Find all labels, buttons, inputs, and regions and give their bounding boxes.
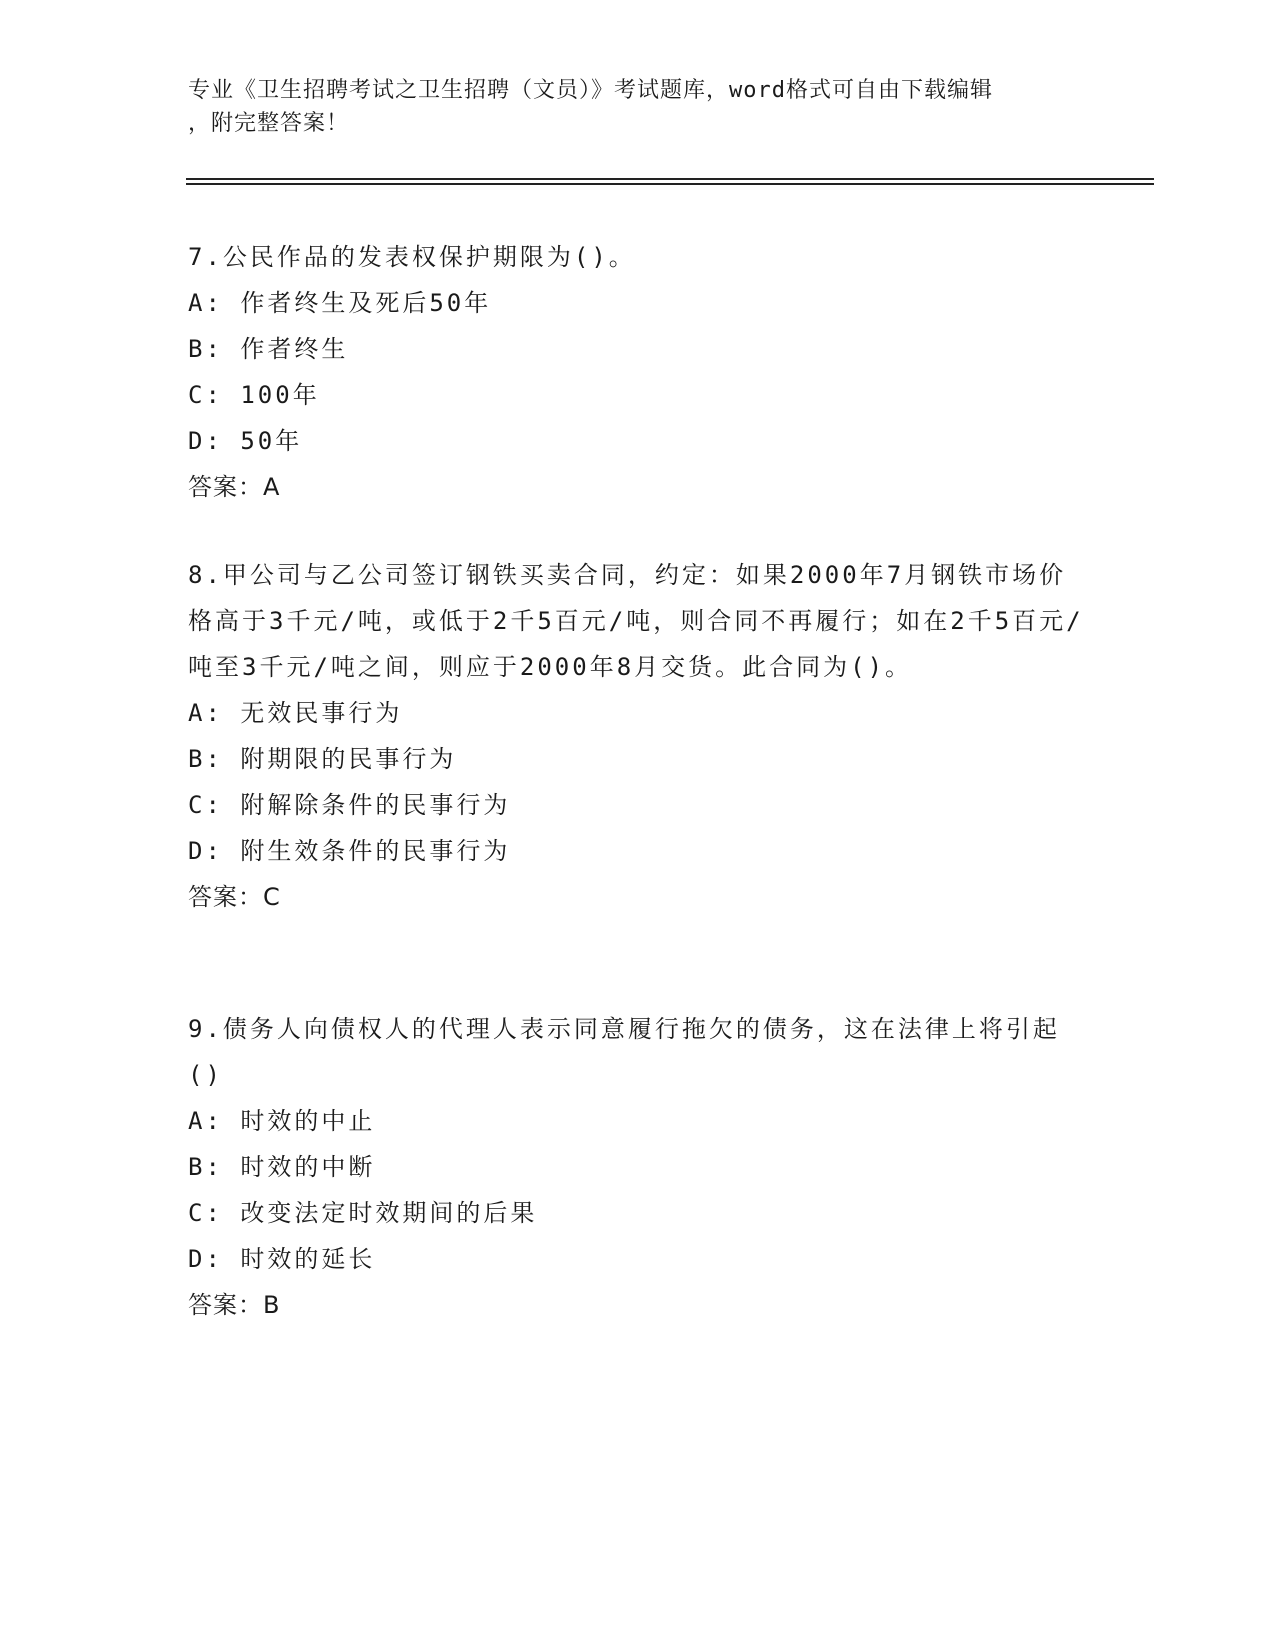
question-7 [188, 234, 1088, 510]
option-b: B: 时效的中断 [188, 1153, 376, 1181]
document-header [188, 74, 1088, 140]
question-8 [188, 552, 1088, 920]
answer: 答案：C [188, 883, 281, 911]
option-c: C: 附解除条件的民事行为 [188, 791, 511, 819]
answer: 答案：B [188, 1291, 281, 1319]
header-line-2: ，附完整答案！ [188, 111, 350, 136]
option-d: D: 50年 [188, 427, 303, 455]
question-stem: 8.甲公司与乙公司签订钢铁买卖合同，约定：如果2000年7月钢铁市场价格高于3千元/吨，或低于2千5百元/吨，则合同不再履行；如在2千5百元/吨至3千元/吨之间，则应于2000年8月交货。此合同为()。 [188, 561, 1084, 681]
header-divider-bottom [186, 183, 1154, 185]
question-stem: 7.公民作品的发表权保护期限为()。 [188, 243, 636, 271]
question-9 [188, 1006, 1088, 1328]
header-divider-top [186, 178, 1154, 180]
question-stem: 9.债务人向债权人的代理人表示同意履行拖欠的债务，这在法律上将引起() [188, 1015, 1060, 1089]
option-a: A: 作者终生及死后50年 [188, 289, 492, 317]
option-a: A: 无效民事行为 [188, 699, 403, 727]
option-b: B: 附期限的民事行为 [188, 745, 457, 773]
option-b: B: 作者终生 [188, 335, 349, 363]
answer: 答案：A [188, 473, 281, 501]
option-a: A: 时效的中止 [188, 1107, 376, 1135]
option-c: C: 改变法定时效期间的后果 [188, 1199, 538, 1227]
option-d: D: 时效的延长 [188, 1245, 376, 1273]
option-d: D: 附生效条件的民事行为 [188, 837, 511, 865]
option-c: C: 100年 [188, 381, 320, 409]
header-line-1: 专业《卫生招聘考试之卫生招聘（文员）》考试题库，word格式可自由下载编辑 [188, 78, 993, 103]
